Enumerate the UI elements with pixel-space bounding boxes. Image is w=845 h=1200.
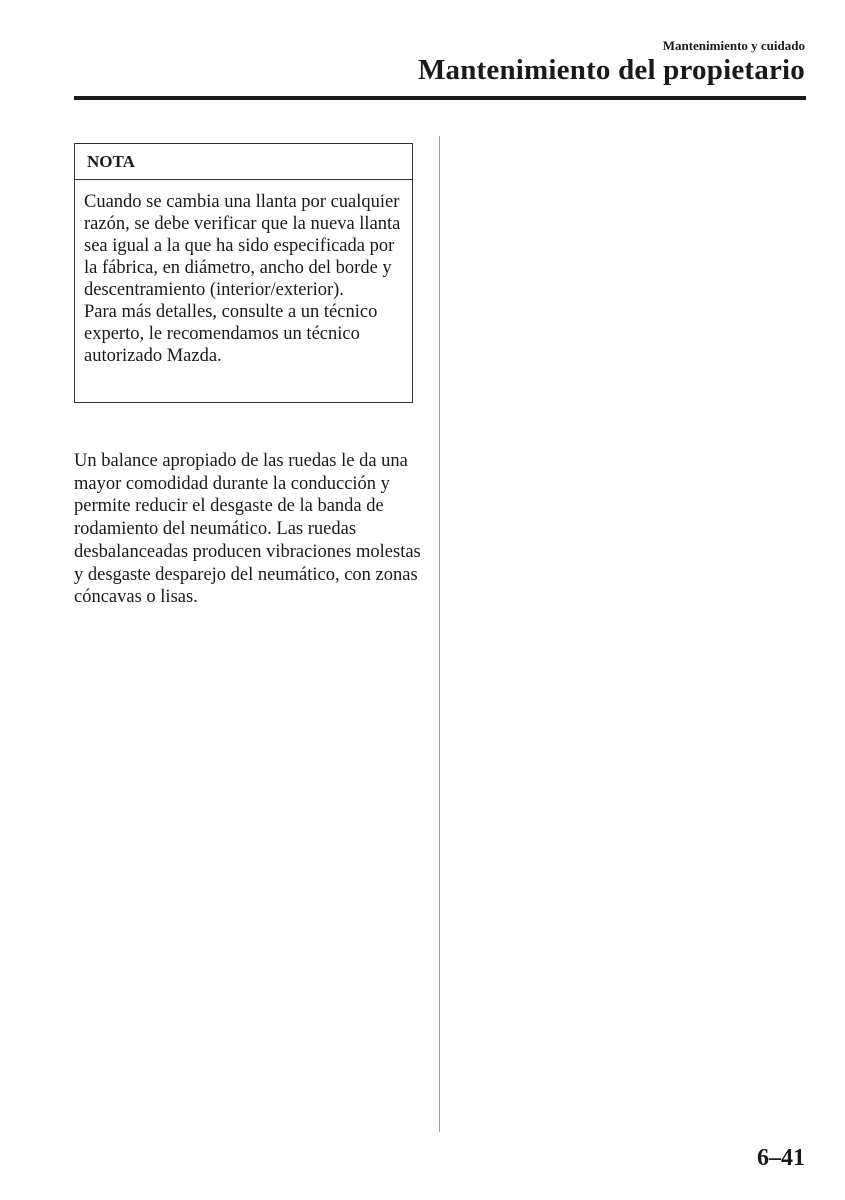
body-paragraph: Un balance apropiado de las ruedas le da una mayor comodidad durante la conducción y permite reducir el desgaste de la banda de rodamiento del neumático. Las ruedas desbalanceadas producen vibraciones molestas y desgaste desparejo del neumático, con zonas cóncavas o lisas.: [74, 451, 421, 608]
note-paragraph-2: Para más detalles, consulte a un técnico experto, le recomendamos un técnico autorizado Mazda.: [84, 302, 378, 366]
chapter-title: Mantenimiento del propietario: [417, 54, 805, 86]
note-label: NOTA: [75, 144, 412, 180]
section-label: Mantenimiento y cuidado: [662, 38, 805, 53]
note-body: [75, 180, 412, 367]
note-paragraph-1: Cuando se cambia una llanta por cualquier razón, se debe verificar que la nueva llanta sea igual a la que ha sido especificada por la fábrica, en diámetro, ancho del borde y descentramiento (interior/exterior).: [84, 192, 401, 300]
header-rule: [74, 96, 806, 100]
column-divider: [439, 136, 440, 1132]
note-box: [74, 143, 413, 403]
page-number: 6–41: [757, 1145, 805, 1171]
